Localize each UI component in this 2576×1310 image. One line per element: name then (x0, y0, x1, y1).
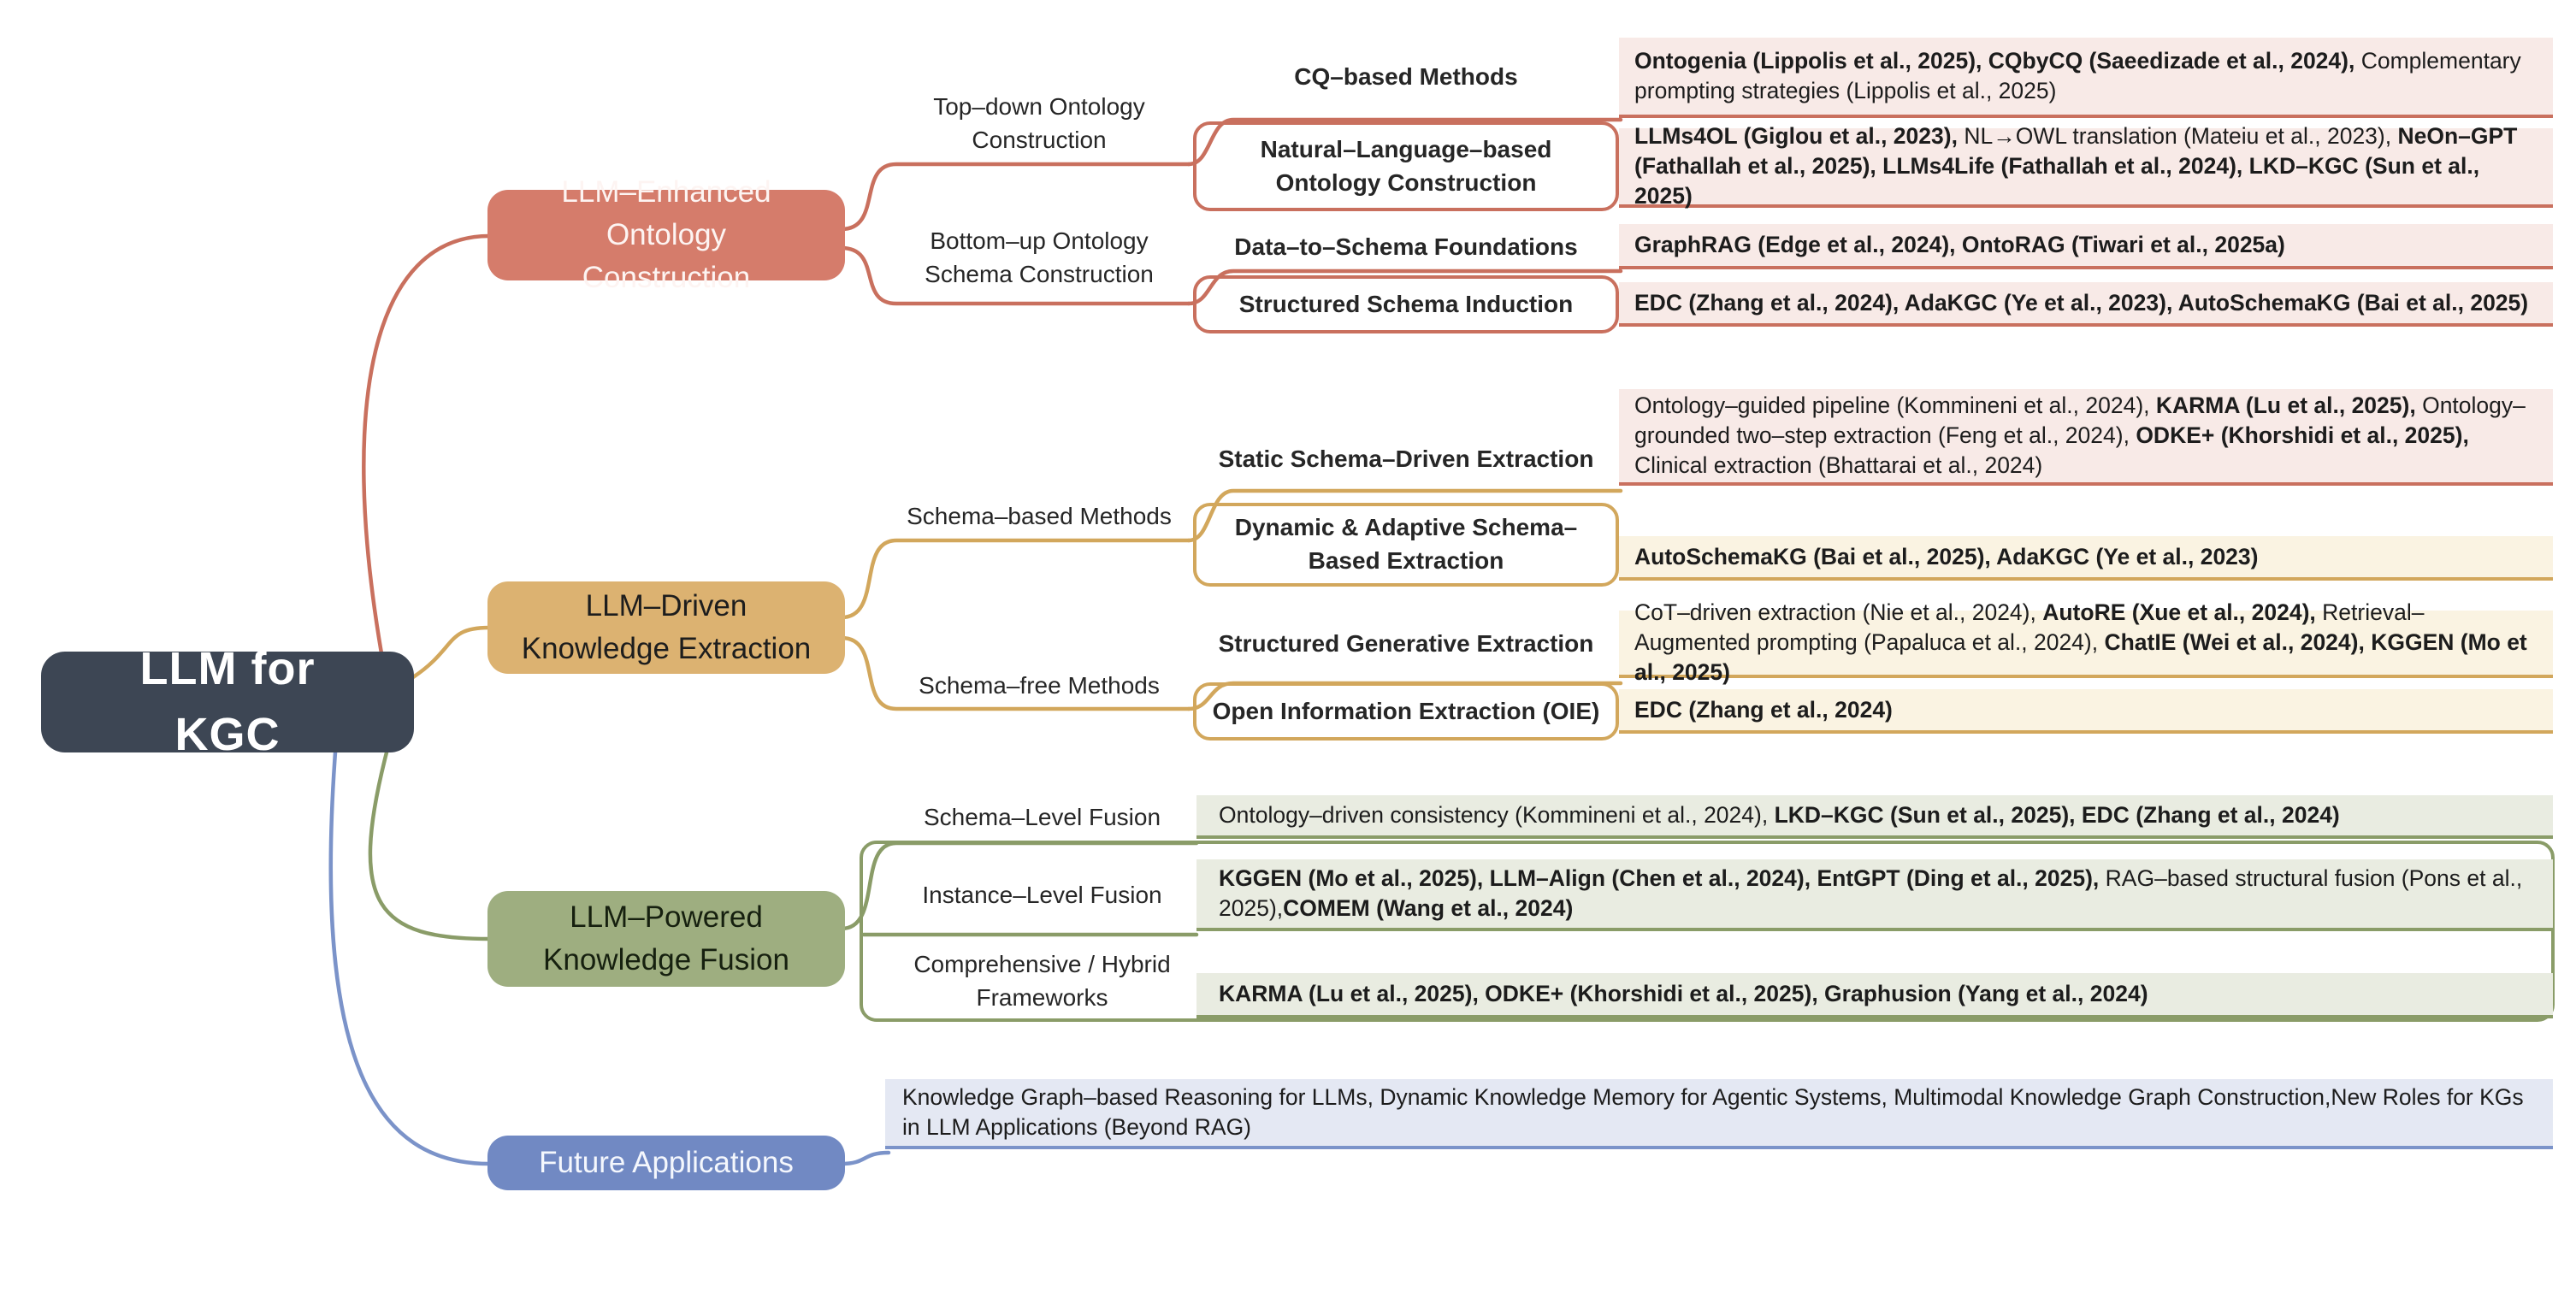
papers-natural-language-oc: LLMs4OL (Giglou et al., 2023), NL→OWL translation (Mateiu et al., 2023), NeOn–GPT (Fathallah et al., 2025), LLMs4Life (Fathallah et al., 2024), LKD–KGC (Sun et al., 2025) (1619, 128, 2553, 208)
branch-node-future-applications[interactable] (487, 1136, 845, 1190)
root-node-label: LLM for KGC (139, 643, 316, 760)
leaf-label-schema-level-fusion[interactable]: Schema–Level Fusion (923, 804, 1161, 831)
branch-node-knowledge-extraction[interactable] (487, 581, 845, 674)
papers-open-ie: EDC (Zhang et al., 2024) (1619, 689, 2553, 734)
group-label-schema-based-methods[interactable]: Schema–based Methods (907, 502, 1172, 529)
papers-data-to-schema: GraphRAG (Edge et al., 2024), OntoRAG (Tiwari et al., 2025a) (1619, 224, 2553, 269)
branch-node-label: Future Applications (539, 1146, 794, 1180)
papers-schema-level-fusion: Ontology–driven consistency (Kommineni et al., 2024), LKD–KGC (Sun et al., 2025), EDC (Zhang et al., 2024) (1196, 795, 2553, 839)
group-label-bottom-up-ontology[interactable]: Bottom–up Ontology Schema Construction (925, 227, 1154, 287)
papers-future-applications: Knowledge Graph–based Reasoning for LLMs, Dynamic Knowledge Memory for Agentic Systems, Multimodal Knowledge Graph Construction,New Roles for KGs in LLM Applications (Beyond RAG) (885, 1079, 2553, 1149)
root-node[interactable] (41, 643, 414, 760)
branch-node-label: LLM–Powered Knowledge Fusion (543, 900, 789, 977)
leaf-label-instance-level-fusion[interactable]: Instance–Level Fusion (922, 881, 1162, 908)
branch-node-label: LLM–Driven Knowledge Extraction (521, 589, 812, 665)
branch-node-label: LLM–Enhanced Ontology Construction (561, 175, 771, 294)
leaf-label-structured-generative[interactable]: Structured Generative Extraction (1218, 630, 1594, 658)
group-label-schema-free-methods[interactable]: Schema–free Methods (919, 671, 1160, 699)
leaf-label-cq-based-methods[interactable]: CQ–based Methods (1294, 62, 1518, 90)
leaf-label-data-to-schema[interactable]: Data–to–Schema Foundations (1234, 233, 1578, 260)
papers-structured-schema-induction: EDC (Zhang et al., 2024), AdaKGC (Ye et al., 2023), AutoSchemaKG (Bai et al., 2025) (1619, 282, 2553, 327)
papers-cq-based-methods: Ontogenia (Lippolis et al., 2025), CQbyCQ (Saeedizade et al., 2024), Complementary prompting strategies (Lippolis et al., 2025) (1619, 38, 2553, 118)
papers-structured-generative: CoT–driven extraction (Nie et al., 2024), AutoRE (Xue et al., 2024), Retrieval–Augmented prompting (Papaluca et al., 2024), ChatIE (Wei et al., 2024), KGGEN (Mo et al., 2025) (1619, 611, 2553, 678)
papers-instance-level-fusion: KGGEN (Mo et al., 2025), LLM–Align (Chen et al., 2024), EntGPT (Ding et al., 2025), RAG–based structural fusion (Pons et al., 2025),COMEM (Wang et al., 2024) (1196, 859, 2553, 931)
leaf-label-dynamic-adaptive[interactable]: Dynamic & Adaptive Schema–Based Extraction (1234, 514, 1578, 574)
papers-static-schema-driven: Ontology–guided pipeline (Kommineni et al., 2024), KARMA (Lu et al., 2025), Ontology–grounded two–step extraction (Feng et al., 2024), ODKE+ (Khorshidi et al., 2025), Clinical extraction (Bhattarai et al., 2024) (1619, 389, 2553, 486)
leaf-label-static-schema-driven[interactable]: Static Schema–Driven Extraction (1218, 446, 1594, 473)
papers-comprehensive-hybrid: KARMA (Lu et al., 2025), ODKE+ (Khorshidi et al., 2025), Graphusion (Yang et al., 2024) (1196, 973, 2553, 1018)
leaf-label-comprehensive-hybrid[interactable]: Comprehensive / Hybrid Frameworks (913, 951, 1171, 1011)
papers-dynamic-adaptive: AutoSchemaKG (Bai et al., 2025), AdaKGC (Ye et al., 2023) (1619, 536, 2553, 581)
group-label-top-down-ontology[interactable]: Top–down Ontology Construction (933, 93, 1145, 153)
leaf-label-open-ie[interactable]: Open Information Extraction (OIE) (1212, 697, 1600, 724)
leaf-label-natural-language-oc[interactable]: Natural–Language–based Ontology Construction (1260, 135, 1552, 196)
leaf-label-structured-schema-induction[interactable]: Structured Schema Induction (1238, 290, 1574, 317)
branch-node-knowledge-fusion[interactable] (487, 891, 845, 987)
branch-node-ontology-construction[interactable] (487, 175, 845, 294)
